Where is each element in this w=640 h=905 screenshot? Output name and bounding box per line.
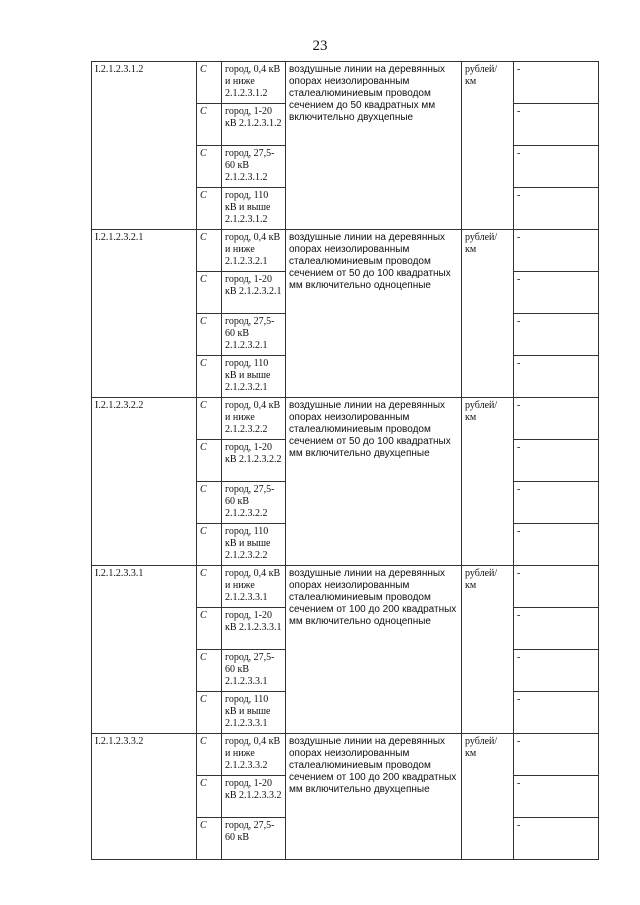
unit-cell: рублей/ км: [462, 734, 514, 860]
table-row: [92, 566, 599, 608]
value-cell: -: [514, 776, 599, 818]
description-cell: воздушные линии на деревянных опорах неизолированным сталеалюминиевым проводом сечением от 50 до 100 квадратных мм включительно одноцепные: [286, 230, 462, 398]
voltage-level-cell: город, 0,4 кВ и ниже 2.1.2.3.2.2: [222, 398, 286, 440]
value-cell: -: [514, 524, 599, 566]
unit-cell: рублей/ км: [462, 398, 514, 566]
table-row: [92, 230, 599, 272]
category-cell: С: [197, 356, 222, 398]
table-body: [92, 62, 599, 860]
voltage-level-cell: город, 27,5-60 кВ 2.1.2.3.2.1: [222, 314, 286, 356]
category-cell: С: [197, 440, 222, 482]
voltage-level-cell: город, 1-20 кВ 2.1.2.3.3.1: [222, 608, 286, 650]
table-row: [92, 734, 599, 776]
voltage-level-cell: город, 27,5-60 кВ: [222, 818, 286, 860]
description-cell: воздушные линии на деревянных опорах неизолированным сталеалюминиевым проводом сечением от 100 до 200 квадратных мм включительно двухцепные: [286, 734, 462, 860]
voltage-level-cell: город, 27,5-60 кВ 2.1.2.3.2.2: [222, 482, 286, 524]
category-cell: С: [197, 524, 222, 566]
value-cell: -: [514, 608, 599, 650]
voltage-level-cell: город, 1-20 кВ 2.1.2.3.2.1: [222, 272, 286, 314]
value-cell: -: [514, 398, 599, 440]
category-cell: С: [197, 566, 222, 608]
category-cell: С: [197, 146, 222, 188]
value-cell: -: [514, 566, 599, 608]
unit-cell: рублей/ км: [462, 62, 514, 230]
voltage-level-cell: город, 110 кВ и выше 2.1.2.3.3.1: [222, 692, 286, 734]
value-cell: -: [514, 734, 599, 776]
row-code: I.2.1.2.3.1.2: [92, 62, 197, 230]
voltage-level-cell: город, 27,5-60 кВ 2.1.2.3.3.1: [222, 650, 286, 692]
voltage-level-cell: город, 1-20 кВ 2.1.2.3.3.2: [222, 776, 286, 818]
voltage-level-cell: город, 0,4 кВ и ниже 2.1.2.3.1.2: [222, 62, 286, 104]
voltage-level-cell: город, 27,5-60 кВ 2.1.2.3.1.2: [222, 146, 286, 188]
row-code: I.2.1.2.3.3.1: [92, 566, 197, 734]
voltage-level-cell: город, 0,4 кВ и ниже 2.1.2.3.2.1: [222, 230, 286, 272]
category-cell: С: [197, 188, 222, 230]
voltage-level-cell: город, 1-20 кВ 2.1.2.3.2.2: [222, 440, 286, 482]
value-cell: -: [514, 188, 599, 230]
value-cell: -: [514, 62, 599, 104]
value-cell: -: [514, 230, 599, 272]
category-cell: С: [197, 482, 222, 524]
value-cell: -: [514, 356, 599, 398]
voltage-level-cell: город, 110 кВ и выше 2.1.2.3.1.2: [222, 188, 286, 230]
voltage-level-cell: город, 1-20 кВ 2.1.2.3.1.2: [222, 104, 286, 146]
row-code: I.2.1.2.3.3.2: [92, 734, 197, 860]
voltage-level-cell: город, 0,4 кВ и ниже 2.1.2.3.3.1: [222, 566, 286, 608]
category-cell: С: [197, 104, 222, 146]
value-cell: -: [514, 104, 599, 146]
value-cell: -: [514, 482, 599, 524]
category-cell: С: [197, 776, 222, 818]
category-cell: С: [197, 62, 222, 104]
description-cell: воздушные линии на деревянных опорах неизолированным сталеалюминиевым проводом сечением до 50 квадратных мм включительно двухцепные: [286, 62, 462, 230]
value-cell: -: [514, 272, 599, 314]
description-cell: воздушные линии на деревянных опорах неизолированным сталеалюминиевым проводом сечением от 100 до 200 квадратных мм включительно одноцепные: [286, 566, 462, 734]
value-cell: -: [514, 440, 599, 482]
value-cell: -: [514, 818, 599, 860]
tariff-table: [91, 61, 599, 860]
category-cell: С: [197, 608, 222, 650]
table-row: [92, 62, 599, 104]
voltage-level-cell: город, 0,4 кВ и ниже 2.1.2.3.3.2: [222, 734, 286, 776]
category-cell: С: [197, 314, 222, 356]
category-cell: С: [197, 650, 222, 692]
voltage-level-cell: город, 110 кВ и выше 2.1.2.3.2.1: [222, 356, 286, 398]
row-code: I.2.1.2.3.2.1: [92, 230, 197, 398]
value-cell: -: [514, 692, 599, 734]
value-cell: -: [514, 314, 599, 356]
value-cell: -: [514, 146, 599, 188]
page-number: 23: [312, 38, 328, 54]
row-code: I.2.1.2.3.2.2: [92, 398, 197, 566]
category-cell: С: [197, 272, 222, 314]
value-cell: -: [514, 650, 599, 692]
category-cell: С: [197, 230, 222, 272]
category-cell: С: [197, 818, 222, 860]
unit-cell: рублей/ км: [462, 566, 514, 734]
category-cell: С: [197, 398, 222, 440]
unit-cell: рублей/ км: [462, 230, 514, 398]
category-cell: С: [197, 692, 222, 734]
table-row: [92, 398, 599, 440]
voltage-level-cell: город, 110 кВ и выше 2.1.2.3.2.2: [222, 524, 286, 566]
category-cell: С: [197, 734, 222, 776]
description-cell: воздушные линии на деревянных опорах неизолированным сталеалюминиевым проводом сечением от 50 до 100 квадратных мм включительно двухцепные: [286, 398, 462, 566]
